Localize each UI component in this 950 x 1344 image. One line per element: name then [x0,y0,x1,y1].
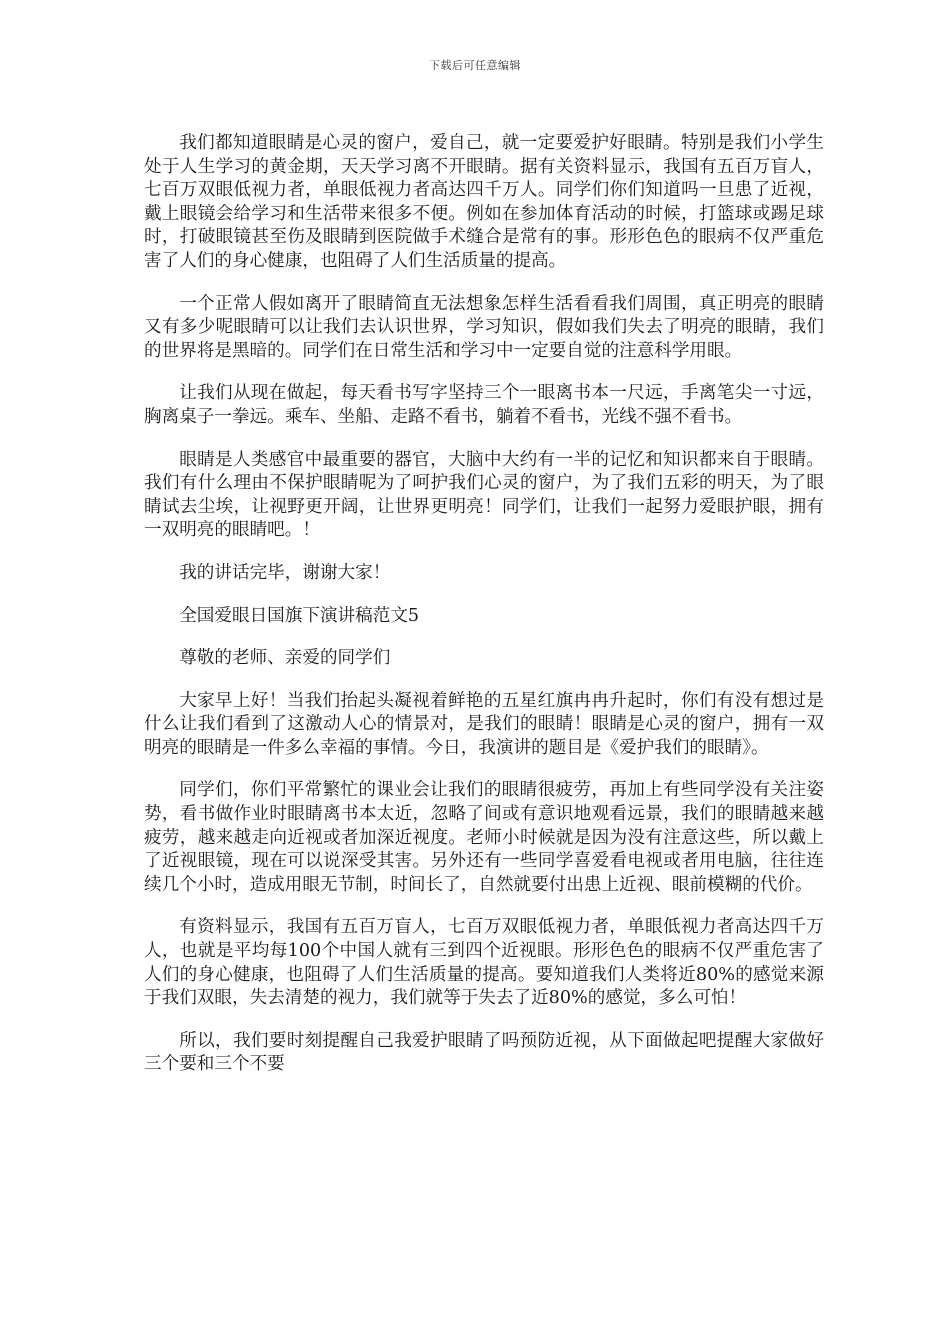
header-note: 下载后可任意编辑 [429,59,521,72]
paragraph: 我的讲话完毕，谢谢大家！ [179,562,391,583]
paragraph: 同学们，你们平常繁忙的课业会让我们的眼睛很疲劳，再加上有些同学没有关注姿势，看书做作业时眼睛离书本太近，忽略了间或有意识地观看远景，我们的眼睛越来越疲劳，越来越走向近视或者加深近视度。老师小时候就是因为没有注意这些，所以戴上了近视眼镜，现在可以说深受其害。另外还有一些同学喜爱看电视或者用电脑，往往连续几个小时，造成用眼无节制，时间长了，自然就要付出患上近视、眼前模糊的代价。 [144,780,824,895]
salutation: 尊敬的老师、亲爱的同学们 [179,648,391,669]
paragraph: 一个正常人假如离开了眼睛简直无法想象怎样生活看看我们周围，真正明亮的眼睛又有多少呢眼睛可以让我们去认识世界，学习知识，假如我们失去了明亮的眼睛，我们的世界将是黑暗的。同学们在日常生活和学习中一定要自觉的注意科学用眼。 [144,293,824,361]
paragraph: 大家早上好！当我们抬起头凝视着鲜艳的五星红旗冉冉升起时，你们有没有想过是什么让我们看到了这激动人心的情景对，是我们的眼睛！眼睛是心灵的窗户，拥有一双明亮的眼睛是一件多么幸福的事情。今日，我演讲的题目是《爱护我们的眼睛》。 [144,690,824,758]
paragraph: 让我们从现在做起，每天看书写字坚持三个一眼离书本一尺远，手离笔尖一寸远，胸离桌子一拳远。乘车、坐船、走路不看书，躺着不看书，光线不强不看书。 [144,383,824,427]
paragraph: 眼睛是人类感官中最重要的器官，大脑中大约有一半的记忆和知识都来自于眼睛。我们有什么理由不保护眼睛呢为了呵护我们心灵的窗户，为了我们五彩的明天，为了眼睛试去尘埃，让视野更开阔，让世界更明亮！同学们，让我们一起努力爱眼护眼，拥有一双明亮的眼睛吧。！ [144,449,824,541]
paragraph: 有资料显示，我国有五百万盲人，七百万双眼低视力者，单眼低视力者高达四千万人，也就是平均每100个中国人就有三到四个近视眼。形形色色的眼病不仅严重危害了人们的身心健康，也阻碍了人们生活质量的提高。要知道我们人类将近80%的感觉来源于我们双眼，失去清楚的视力，我们就等于失去了近80%的感觉，多么可怕！ [144,917,824,1009]
paragraph: 所以，我们要时刻提醒自己我爱护眼睛了吗预防近视，从下面做起吧提醒大家做好三个要和三个不要 [144,1030,824,1075]
document-body [144,132,824,1096]
paragraph: 我们都知道眼睛是心灵的窗户，爱自己，就一定要爱护好眼睛。特别是我们小学生处于人生学习的黄金期，天天学习离不开眼睛。据有关资料显示，我国有五百万盲人，七百万双眼低视力者，单眼低视力者高达四千万人。同学们你们知道吗一旦患了近视，戴上眼镜会给学习和生活带来很多不便。例如在参加体育活动的时候，打篮球或踢足球时，打破眼镜甚至伤及眼睛到医院做手术缝合是常有的事。形形色色的眼病不仅严重危害了人们的身心健康，也阻碍了人们生活质量的提高。 [144,133,824,271]
section-heading: 全国爱眼日国旗下演讲稿范文5 [179,605,420,626]
